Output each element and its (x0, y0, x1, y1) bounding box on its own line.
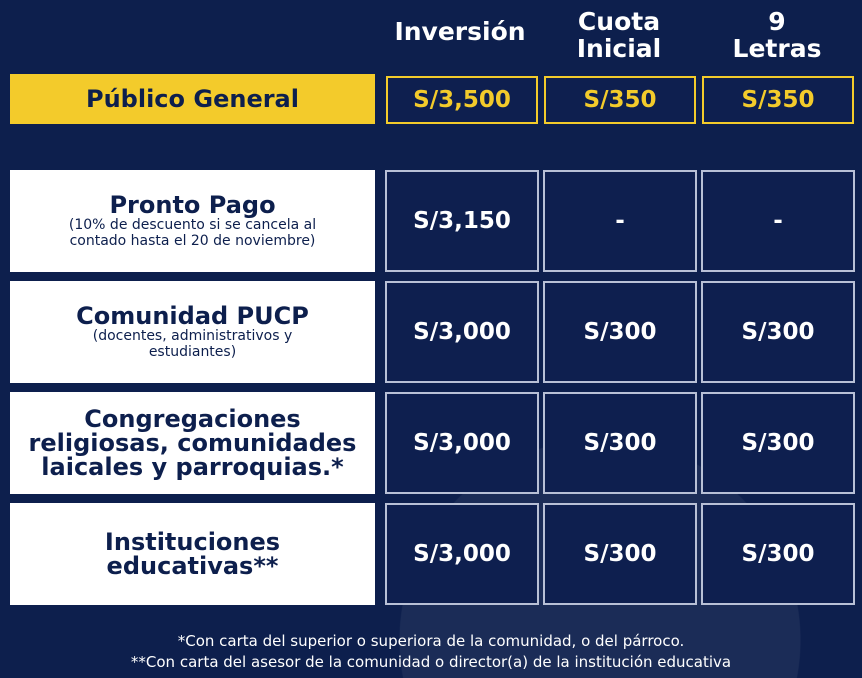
general-inversion-value: S/3,500 (413, 87, 511, 113)
header-cuota-line-1: Cuota (577, 7, 661, 36)
congregaciones-letras-value: S/300 (741, 430, 815, 456)
pronto-pago-inversion-value: S/3,150 (413, 208, 511, 234)
pronto-pago-letras (701, 170, 855, 272)
congregaciones-cuota (543, 392, 697, 494)
instituciones-inversion (385, 503, 539, 605)
general-inversion-cell (386, 76, 538, 124)
general-letras-value: S/350 (741, 87, 815, 113)
instituciones-label (10, 503, 375, 605)
congregaciones-inversion-value: S/3,000 (413, 430, 511, 456)
pronto-pago-title: Pronto Pago (109, 191, 276, 219)
pronto-pago-inversion (385, 170, 539, 272)
comunidad-pucp-cuota (543, 281, 697, 383)
congregaciones-title-2: religiosas, comunidades (28, 429, 357, 457)
comunidad-pucp-letras-value: S/300 (741, 319, 815, 345)
comunidad-pucp-label (10, 281, 375, 383)
footnote-2: **Con carta del asesor de la comunidad o director(a) de la institución educativa (130, 653, 732, 671)
general-cuota-value: S/350 (583, 87, 657, 113)
publico-general-text: Público General (86, 85, 299, 113)
header-cuota-inicial (543, 8, 695, 62)
comunidad-pucp-letras (701, 281, 855, 383)
congregaciones-letras (701, 392, 855, 494)
comunidad-pucp-inversion-value: S/3,000 (413, 319, 511, 345)
header-9-letras (701, 8, 853, 62)
congregaciones-label (10, 392, 375, 494)
instituciones-cuota-value: S/300 (583, 541, 657, 567)
congregaciones-inversion (385, 392, 539, 494)
comunidad-pucp-sub-1: (docentes, administrativos y (92, 328, 293, 344)
instituciones-title-1: Instituciones (104, 528, 281, 556)
pronto-pago-sub-2: contado hasta el 20 de noviembre) (69, 233, 316, 249)
instituciones-letras (701, 503, 855, 605)
header-inversion (384, 14, 536, 48)
header-letras-line-1: 9 (768, 7, 786, 36)
comunidad-pucp-sub-2: estudiantes) (148, 344, 237, 360)
congregaciones-title-3: laicales y parroquias.* (41, 453, 344, 481)
pronto-pago-sub-1: (10% de descuento si se cancela al (68, 217, 317, 233)
header-letras-line-2: Letras (732, 34, 822, 63)
pronto-pago-cuota (543, 170, 697, 272)
instituciones-cuota (543, 503, 697, 605)
instituciones-letras-value: S/300 (741, 541, 815, 567)
comunidad-pucp-cuota-value: S/300 (583, 319, 657, 345)
comunidad-pucp-inversion (385, 281, 539, 383)
general-letras-cell (702, 76, 854, 124)
pronto-pago-letras-value: - (773, 208, 783, 234)
pronto-pago-cuota-value: - (615, 208, 625, 234)
general-cuota-cell (544, 76, 696, 124)
header-inversion-text: Inversión (394, 16, 526, 46)
instituciones-title-2: educativas** (106, 552, 279, 580)
congregaciones-cuota-value: S/300 (583, 430, 657, 456)
publico-general-label (10, 74, 375, 124)
instituciones-inversion-value: S/3,000 (413, 541, 511, 567)
header-cuota-line-2: Inicial (576, 34, 662, 63)
congregaciones-title-1: Congregaciones (84, 405, 301, 433)
footnote-1: *Con carta del superior o superiora de la comunidad, o del párroco. (177, 632, 685, 650)
comunidad-pucp-title: Comunidad PUCP (76, 302, 309, 330)
pronto-pago-label (10, 170, 375, 272)
